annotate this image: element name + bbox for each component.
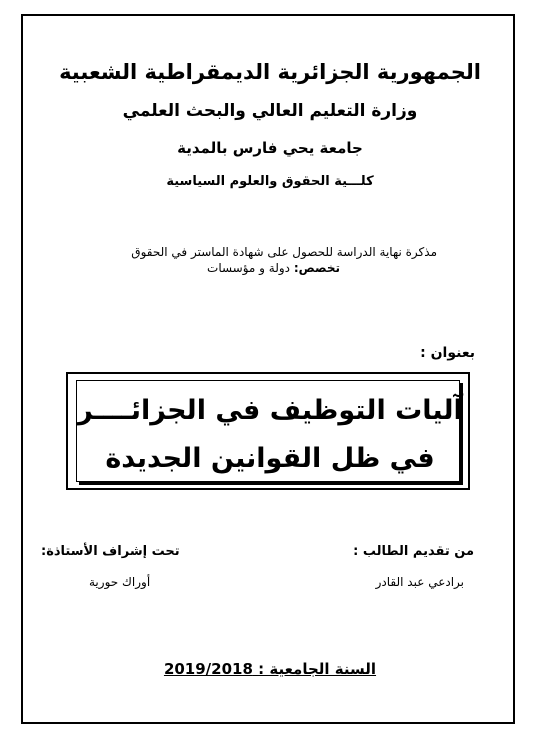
title-label: بعنوان : [420,345,475,361]
faculty-heading: كلـــية الحقوق والعلوم السياسية [166,174,374,189]
thesis-title-line1: آليات التوظيف في الجزائــــر [77,395,463,426]
academic-year: السنة الجامعية : 2019/2018 [163,660,377,678]
specialty-line [207,261,340,275]
ministry-heading: وزارة التعليم العالي والبحث العلمي [122,101,418,121]
specialty-value: دولة و مؤسسات [207,261,291,275]
supervisor-name: أوراك حورية [89,575,151,589]
student-label: من تقديم الطالب : [353,544,474,559]
thesis-purpose: مذكرة نهاية الدراسة للحصول على شهادة الماستر في الحقوق [131,245,437,259]
specialty-label: تخصص: [293,261,340,275]
supervisor-label: تحت إشراف الأستاذة: [41,544,180,559]
university-heading: جامعة يحي فارس بالمدية [177,139,363,157]
republic-heading: الجمهورية الجزائرية الديمقراطية الشعبية [59,60,481,84]
student-name: برادعي عبد القادر [375,575,464,589]
thesis-title-line2: في ظل القوانين الجديدة [105,443,435,474]
